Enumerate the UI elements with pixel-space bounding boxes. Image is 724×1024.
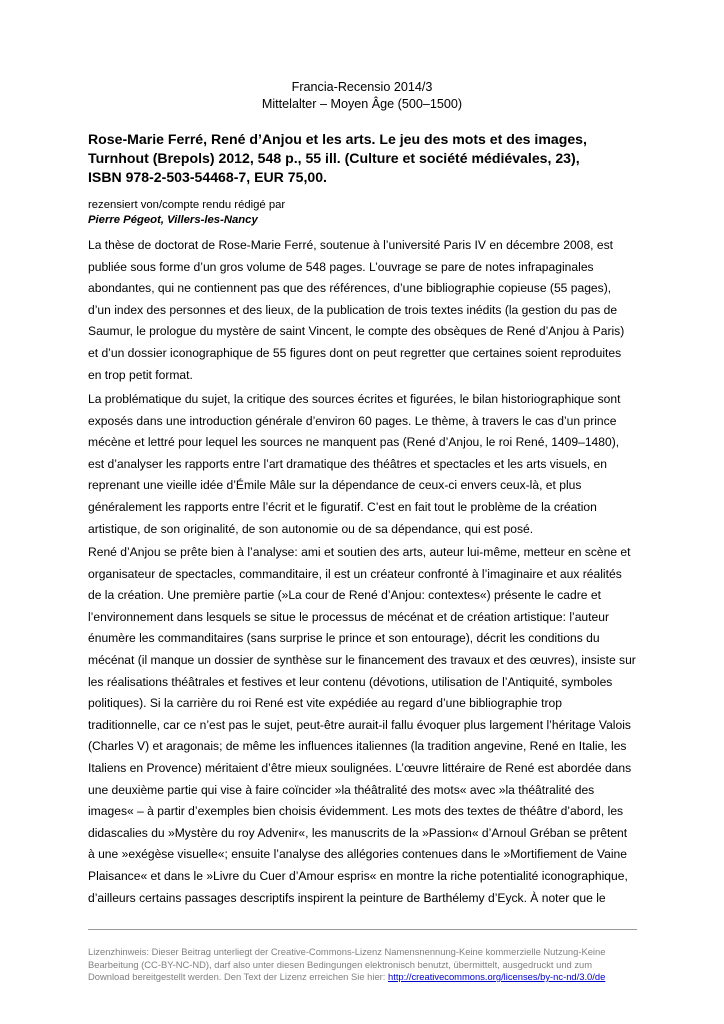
text-line: Saumur, le prologue du mystère de saint Vincent, le compte des obsèques de René d’Anjou à Paris) xyxy=(88,324,625,339)
text-line: René d’Anjou se prête bien à l’analyse: ami et soutien des arts, auteur lui-même, metteur en scène et xyxy=(88,545,631,559)
text-line: images« – à partir d’exemples bien choisis évidemment. Les mots des textes de théâtre d’abord, les xyxy=(88,804,624,819)
footer-divider xyxy=(88,929,637,930)
text-line: traditionnelle, car ce n’est pas le sujet, peut-être aurait-il fallu évoquer plus largement l’héritage Valois xyxy=(88,717,631,732)
license-line-text: Download bereitgestellt werden. Den Text der Lizenz erreichen Sie hier: xyxy=(88,971,388,982)
text-line: et d’un dossier iconographique de 55 figures dont on peut regretter que certaines soient reproduites xyxy=(88,345,622,360)
paragraph-1 xyxy=(88,235,648,386)
text-line: l’environnement dans lesquels se situe le processus de mécénat et de création artistique: l’auteur xyxy=(88,609,609,624)
license-line xyxy=(88,971,638,984)
text-line: d’ailleurs certains passages descriptifs inspirent la peinture de Barthélemy d’Eyck. À noter que le xyxy=(88,890,606,905)
text-line: (Charles V) et aragonais; de même les influences italiennes (la tradition angevine, René en Italie, les xyxy=(88,739,627,754)
license-notice xyxy=(88,946,638,984)
reviewer-label: rezensiert von/compte rendu rédigé par xyxy=(88,199,286,211)
text-line: énumère les commanditaires (sans surprise le prince et son entourage), décrit les conditions du xyxy=(88,631,600,646)
text-line: Plaisance« et dans le »Livre du Cuer d’Amour espris« en montre la riche potentialité iconographique, xyxy=(88,868,628,883)
text-line: La problématique du sujet, la critique des sources écrites et figurées, le bilan historiographique sont xyxy=(88,392,621,406)
text-line: les réalisations théâtrales et festives et leur contenu (dévotions, utilisation de l’Antiquité, symboles xyxy=(88,674,613,689)
review-title xyxy=(88,130,648,187)
text-line: Italiens en Provence) méritaient d’être mieux soulignées. L’œuvre littéraire de René est abordée dans xyxy=(88,760,632,775)
text-line: à une »exégèse visuelle«; ensuite l’analyse des allégories contenues dans le »Mortifiement de Vaine xyxy=(88,847,627,862)
title-line: Turnhout (Brepols) 2012, 548 p., 55 ill. (Culture et société médiévales, 23), xyxy=(88,150,580,166)
text-line: abondantes, qui ne contiennent pas que des références, d’une bibliographie copieuse (55 pages), xyxy=(88,281,612,296)
text-line: mécène et lettré pour lequel les sources ne manquent pas (René d’Anjou, le roi René, 1409–1480), xyxy=(88,435,620,450)
license-line: Bearbeitung (CC-BY-NC-ND), darf also unter diesen Bedingungen elektronisch benutzt, übermittelt, ausgedruckt und zum xyxy=(88,958,593,970)
reviewer-name: Pierre Pégeot, Villers-les-Nancy xyxy=(88,214,258,226)
text-line: d’un index des personnes et des lieux, de la publication de trois textes inédits (la gestion du pas de xyxy=(88,302,618,317)
title-line: ISBN 978-2-503-54468-7, EUR 75,00. xyxy=(88,169,327,185)
text-line: artistique, de son originalité, de son autonomie ou de sa dépendance, qui est posé. xyxy=(88,521,534,536)
text-line: didascalies du »Mystère du roy Advenir«, les manuscrits de la »Passion« d’Arnoul Gréban se prêtent xyxy=(88,825,628,840)
paragraph-2 xyxy=(88,389,648,540)
section-period: Mittelalter – Moyen Âge (500–1500) xyxy=(261,97,463,111)
paragraph-3 xyxy=(88,542,648,909)
text-line: mécénat (il manque un dossier de synthèse sur le financement des travaux et des œuvres), insiste sur xyxy=(88,652,636,667)
text-line: organisateur de spectacles, commanditaire, il est un créateur confronté à l’imaginaire et aux réalités xyxy=(88,566,622,581)
text-line: politiques). Si la carrière du roi René est vite expédiée au regard d’une bibliographie trop xyxy=(88,696,562,711)
title-line: Rose-Marie Ferré, René d’Anjou et les arts. Le jeu des mots et des images, xyxy=(88,131,587,147)
text-line: est d’analyser les rapports entre l’art dramatique des théâtres et spectacles et les arts visuels, en xyxy=(88,456,607,471)
text-line: publiée sous forme d’un gros volume de 548 pages. L’ouvrage se pare de notes infrapaginales xyxy=(88,259,594,274)
text-line: exposés dans une introduction générale d’environ 60 pages. Le thème, à travers le cas d’un prince xyxy=(88,413,617,428)
license-line: Lizenzhinweis: Dieser Beitrag unterliegt der Creative-Commons-Lizenz Namensnennung-Keine kommerzielle Nutzung-Keine xyxy=(88,946,606,957)
text-line: de la création. Une première partie (»La cour de René d’Anjou: contextes«) présente le cadre et xyxy=(88,588,601,603)
text-line: La thèse de doctorat de Rose-Marie Ferré, soutenue à l’université Paris IV en décembre 2008, est xyxy=(88,238,614,252)
text-line: généralement les rapports entre l’écrit et le figuratif. C’est en fait tout le problème de la création xyxy=(88,499,597,514)
text-line: en trop petit format. xyxy=(88,367,193,382)
license-link[interactable]: http://creativecommons.org/licenses/by-nc-nd/3.0/de xyxy=(388,971,606,982)
text-line: reprenant une vieille idée d’Émile Mâle sur la dépendance de ceux-ci envers ceux-là, et plus xyxy=(88,478,582,493)
journal-issue: Francia-Recensio 2014/3 xyxy=(291,80,433,94)
text-line: une deuxième partie qui vise à faire coïncider »la théâtralité des mots« avec »la théâtralité des xyxy=(88,782,595,797)
page-header xyxy=(0,79,724,113)
